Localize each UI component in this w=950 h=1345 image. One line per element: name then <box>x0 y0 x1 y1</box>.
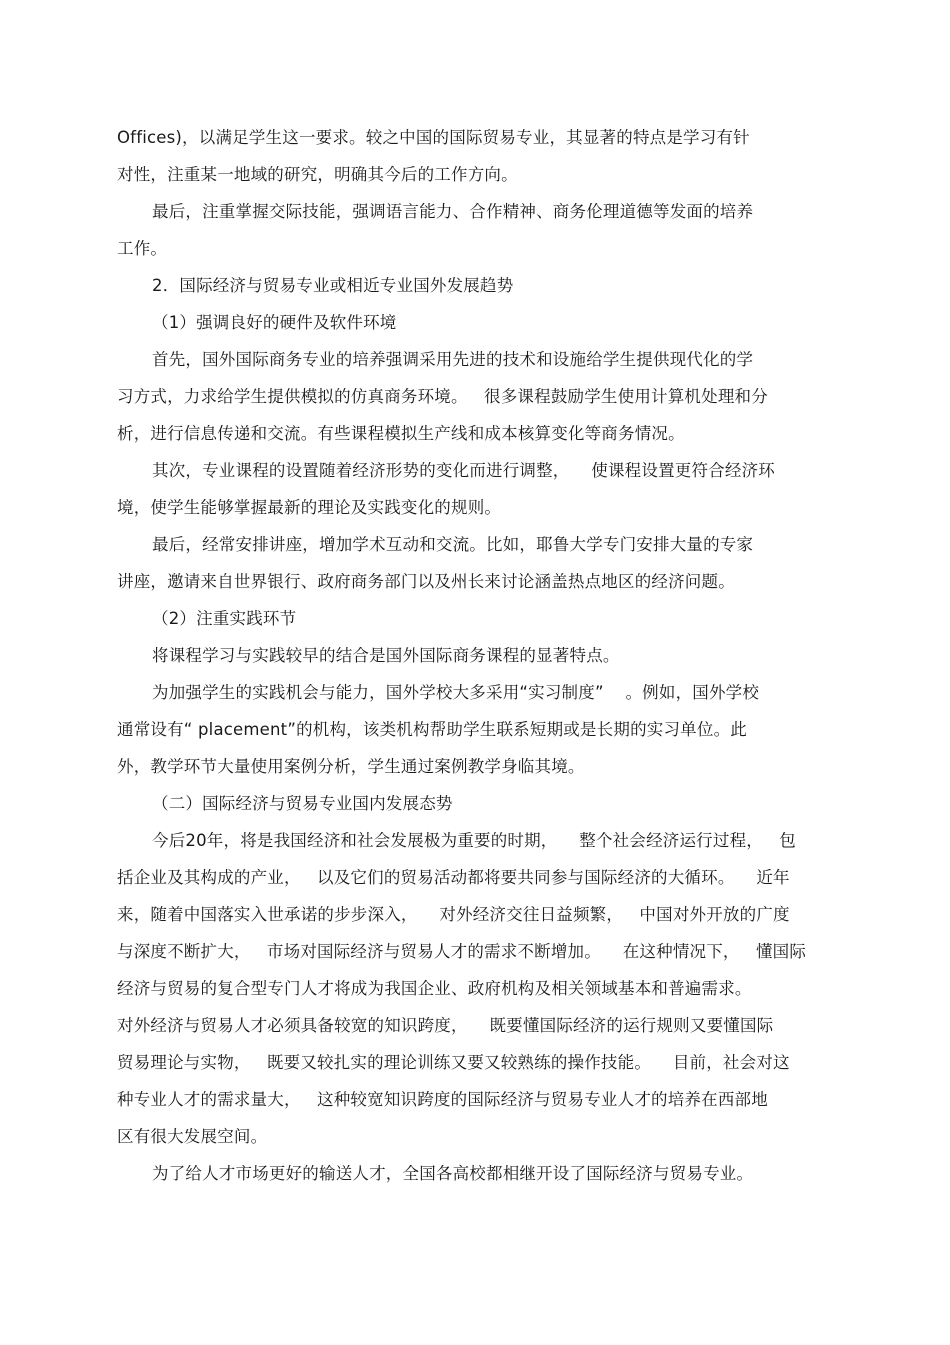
section-heading: （二）国际经济与贸易专业国内发展态势 <box>152 794 453 813</box>
text-line: 区有很大发展空间。 <box>117 1127 268 1146</box>
text-line: 括企业及其构成的产业， 以及它们的贸易活动都将要共同参与国际经济的大循环。 近年 <box>117 868 790 887</box>
text-line: 对外经济与贸易人才必须具备较宽的知识跨度， 既要懂国际经济的运行规则又要懂国际 <box>117 1016 774 1035</box>
text-line: 将课程学习与实践较早的结合是国外国际商务课程的显著特点。 <box>152 646 620 665</box>
text-line: 来，随着中国落实入世承诺的步步深入， 对外经济交往日益频繁， 中国对外开放的广度 <box>117 905 790 924</box>
text-line: 为了给人才市场更好的输送人才，全国各高校都相继开设了国际经济与贸易专业。 <box>152 1164 754 1183</box>
text-line: 经济与贸易的复合型专门人才将成为我国企业、政府机构及相关领域基本和普遍需求。 <box>117 979 752 998</box>
text-line: 最后，注重掌握交际技能，强调语言能力、合作精神、商务伦理道德等发面的培养 <box>152 202 754 221</box>
text-line: 最后，经常安排讲座，增加学术互动和交流。比如，耶鲁大学专门安排大量的专家 <box>152 535 754 554</box>
text-line: 通常设有“ placement”的机构，该类机构帮助学生联系短期或是长期的实习单位。此 <box>117 720 747 739</box>
text-line: 习方式，力求给学生提供模拟的仿真商务环境。 很多课程鼓励学生使用计算机处理和分 <box>117 387 768 406</box>
text-line: 与深度不断扩大， 市场对国际经济与贸易人才的需求不断增加。 在这种情况下， 懂国际 <box>117 942 807 961</box>
text-line: 今后20年，将是我国经济和社会发展极为重要的时期， 整个社会经济运行过程， 包 <box>152 831 797 850</box>
text-line: 其次，专业课程的设置随着经济形势的变化而进行调整， 使课程设置更符合经济环 <box>152 461 775 480</box>
text-line: Offices)，以满足学生这一要求。较之中国的国际贸易专业，其显著的特点是学习有针 <box>117 128 750 147</box>
section-heading: 2．国际经济与贸易专业或相近专业国外发展趋势 <box>152 276 514 295</box>
subsection-heading: （1）强调良好的硬件及软件环境 <box>152 313 397 332</box>
text-line: 首先，国外国际商务专业的培养强调采用先进的技术和设施给学生提供现代化的学 <box>152 350 754 369</box>
subsection-heading: （2）注重实践环节 <box>152 609 297 628</box>
text-line: 为加强学生的实践机会与能力，国外学校大多采用“实习制度” 。例如，国外学校 <box>152 683 760 702</box>
text-line: 讲座，邀请来自世界银行、政府商务部门以及州长来讨论涵盖热点地区的经济问题。 <box>117 572 735 591</box>
text-line: 外，教学环节大量使用案例分析，学生通过案例教学身临其境。 <box>117 757 585 776</box>
text-line: 境，使学生能够掌握最新的理论及实践变化的规则。 <box>117 498 502 517</box>
text-line: 种专业人才的需求量大， 这种较宽知识跨度的国际经济与贸易专业人才的培养在西部地 <box>117 1090 768 1109</box>
text-line: 析，进行信息传递和交流。有些课程模拟生产线和成本核算变化等商务情况。 <box>117 424 685 443</box>
text-line: 工作。 <box>117 239 168 258</box>
text-line: 对性，注重某一地域的研究，明确其今后的工作方向。 <box>117 165 518 184</box>
text-line: 贸易理论与实物， 既要又较扎实的理论训练又要又较熟练的操作技能。 目前，社会对这 <box>117 1053 790 1072</box>
